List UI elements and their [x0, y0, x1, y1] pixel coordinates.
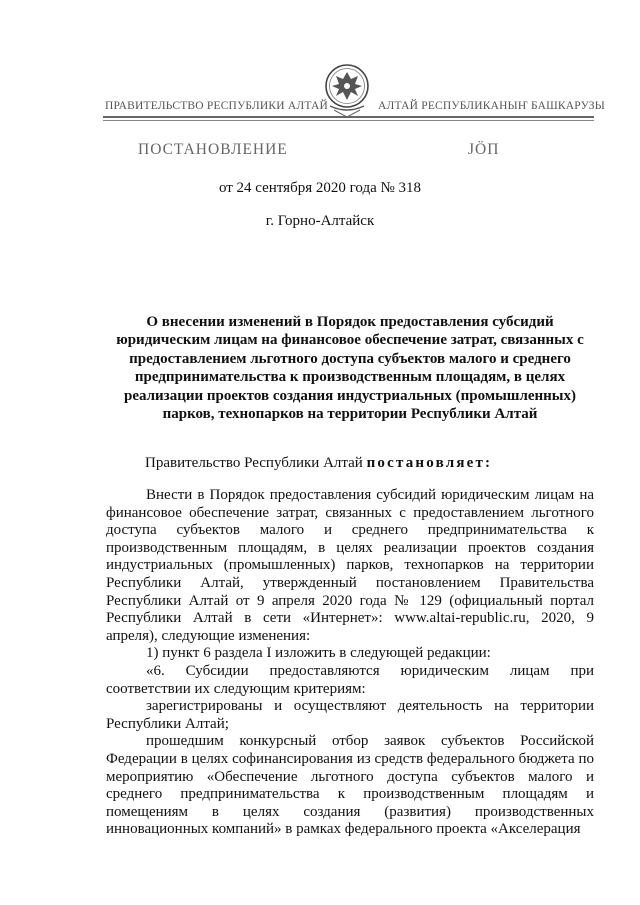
document-date-number: от 24 сентября 2020 года № 318	[218, 180, 422, 196]
paragraph: прошедшим конкурсный отбор заявок субъектов Российской Федерации в целях софинансирования из средств федерального бюджета по мероприятию «Обеспечение льготного доступа субъектов малого и среднего предпринимательства к производственным площадям и помещениям в целях создания (развития) производственных инновационных компаний» в рамках федерального проекта «Акселерация	[106, 733, 594, 838]
preamble-verb: постановляет:	[366, 455, 493, 471]
paragraph: зарегистрированы и осуществляют деятельность на территории Республики Алтай;	[106, 698, 594, 732]
document-title: О внесении изменений в Порядок предоставления субсидий юридическим лицам на финансовое обеспечение затрат, связанных с предоставлением льготного доступа субъектов малого и среднего предпринимательства к производственным площадям, в целях реализации проектов создания индустриальных (промышленных) парков, технопарков на территории Республики Алтай	[116, 314, 584, 423]
paragraph: 1) пункт 6 раздела I изложить в следующей редакции:	[146, 645, 491, 662]
government-name-alt: АЛТАЙ РЕСПУБЛИКАНЫҤ БАШКАРУЗЫ	[378, 100, 605, 112]
document-city: г. Горно-Алтайск	[265, 213, 375, 229]
header-divider-thin	[103, 120, 594, 121]
coat-of-arms-emblem	[322, 62, 372, 118]
paragraph: «6. Субсидии предоставляются юридическим лицам при соответствии их следующим критериям:	[106, 662, 594, 697]
preamble	[145, 455, 492, 472]
paragraph: Внести в Порядок предоставления субсидий юридическим лицам на финансовое обеспечение затрат, связанных с предоставлением льготного доступа субъектов малого и среднего предпринимательства к производственным площадям, в целях реализации проектов создания индустриальных (промышленных) парков, технопарков на территории Республики Алтай, утвержденный постановлением Правительства Республики Алтай от 9 апреля 2020 года № 129 (официальный портал Республики Алтай в сети «Интернет»: www.altai-republic.ru, 2020, 9 апреля), следующие изменения:	[106, 487, 594, 644]
document-body	[106, 487, 594, 839]
header-divider	[103, 116, 594, 118]
document-type-alt: ЈӦП	[468, 141, 500, 158]
document-type-ru: ПОСТАНОВЛЕНИЕ	[138, 141, 288, 158]
preamble-lead: Правительство Республики Алтай	[145, 455, 367, 471]
government-name-ru: ПРАВИТЕЛЬСТВО РЕСПУБЛИКИ АЛТАЙ	[105, 100, 329, 112]
